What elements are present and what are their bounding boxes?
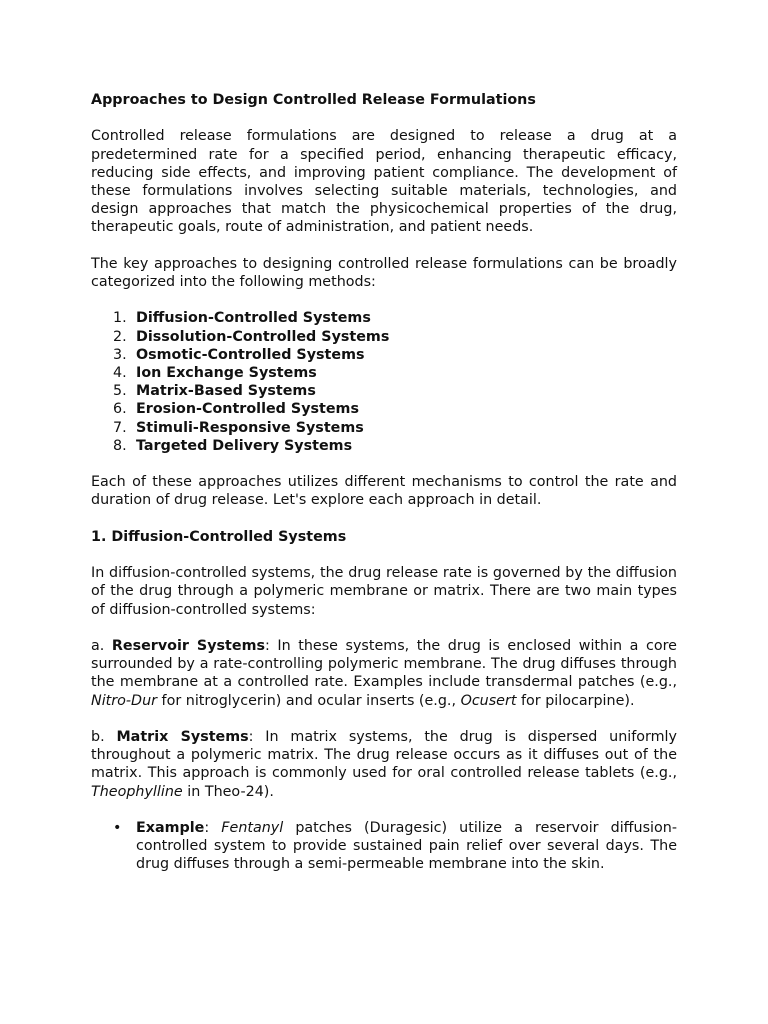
list-label: Targeted Delivery Systems (136, 437, 353, 454)
list-item (91, 346, 677, 364)
list-number: 3. (113, 346, 127, 363)
list-label: Osmotic-Controlled Systems (136, 346, 365, 363)
list-item (91, 437, 677, 455)
list-label: Diffusion-Controlled Systems (136, 310, 371, 327)
list-label: Ion Exchange Systems (136, 365, 317, 381)
list-label: Stimuli-Responsive Systems (136, 419, 364, 436)
list-number: 2. (113, 328, 127, 345)
list-number: 6. (113, 401, 127, 418)
term-label: Matrix Systems (116, 728, 249, 745)
product-name: Fentanyl (221, 819, 284, 836)
list-label: Matrix-Based Systems (136, 383, 316, 400)
item-prefix: b. (91, 728, 117, 745)
list-number: 4. (113, 365, 127, 381)
item-prefix: a. (91, 637, 112, 654)
paragraph-text: for pilocarpine). (516, 692, 635, 709)
example-list (91, 819, 677, 874)
list-item (91, 364, 677, 382)
bullet-icon: • (113, 819, 122, 836)
list-number: 1. (113, 310, 127, 327)
list-item (91, 382, 677, 400)
paragraph-text: : In these systems, the drug is enclosed within a core surrounded by a rate-controlling polymeric membrane. The drug diffuses through the membrane at a controlled rate. Examples include transdermal patches (e.g., (91, 637, 677, 691)
product-name: Theophylline (91, 783, 183, 800)
reservoir-systems-paragraph (91, 637, 677, 710)
each-approach-paragraph: Each of these approaches utilizes different mechanisms to control the rate and duration of drug release. Let's explore each approach in detail. (91, 474, 677, 509)
key-approaches-paragraph: The key approaches to designing controlled release formulations can be broadly categorized into the following methods: (91, 255, 677, 290)
list-number: 5. (113, 383, 127, 400)
paragraph-text: : In matrix systems, the drug is dispersed uniformly throughout a polymeric matrix. The drug release occurs as it diffuses out of the matrix. This approach is commonly used for oral controlled release tablets (e.g., (91, 728, 677, 782)
list-item (91, 400, 677, 418)
list-label: Erosion-Controlled Systems (136, 401, 359, 418)
list-number: 8. (113, 437, 127, 454)
list-item (91, 309, 677, 327)
list-item (91, 328, 677, 346)
section-heading: 1. Diffusion-Controlled Systems (91, 528, 347, 545)
list-number: 7. (113, 419, 127, 436)
paragraph-text: patches (Duragesic) utilize a reservoir diffusion-controlled system to provide sustained pain relief over several days. The drug diffuses through a semi-permeable membrane into the skin. (136, 819, 677, 873)
list-label: Dissolution-Controlled Systems (136, 328, 390, 345)
document-title: Approaches to Design Controlled Release Formulations (91, 92, 536, 108)
paragraph-text: : (204, 819, 222, 836)
paragraph-text: for nitroglycerin) and ocular inserts (e.g., (157, 692, 461, 709)
section-intro-paragraph: In diffusion-controlled systems, the drug release rate is governed by the diffusion of the drug through a polymeric membrane or matrix. There are two main types of diffusion-controlled systems: (91, 565, 677, 618)
product-name: Nitro-Dur (91, 692, 158, 709)
matrix-systems-paragraph (91, 728, 677, 801)
intro-paragraph: Controlled release formulations are designed to release a drug at a predetermined rate for a specified period, enhancing therapeutic efficacy, reducing side effects, and improving patient compliance. The development of these formulations involves selecting suitable materials, technologies, and design approaches that match the physicochemical properties of the drug, therapeutic goals, route of administration, and patient needs. (91, 128, 677, 236)
product-name: Ocusert (460, 692, 517, 709)
methods-list (91, 309, 677, 455)
term-label: Example (136, 819, 205, 836)
list-item (91, 419, 677, 437)
paragraph-text: in Theo-24). (182, 783, 274, 800)
term-label: Reservoir Systems (111, 637, 265, 654)
document-body (91, 91, 677, 874)
list-item (91, 819, 677, 874)
